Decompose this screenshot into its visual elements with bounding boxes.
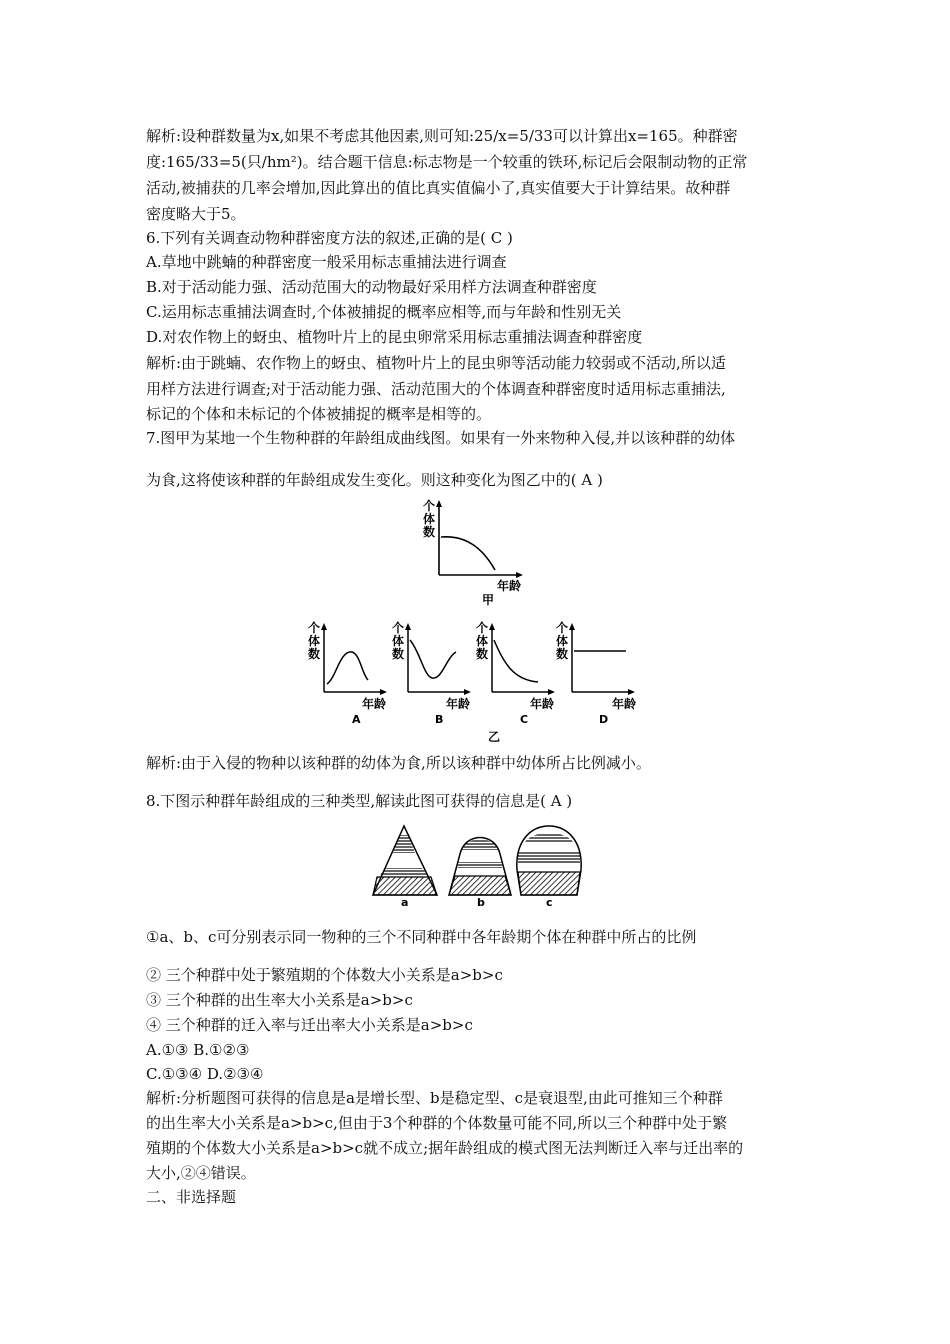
svg-text:个: 个 — [392, 621, 405, 635]
svg-text:数: 数 — [556, 647, 569, 661]
svg-text:b: b — [477, 896, 485, 909]
svg-text:体: 体 — [476, 634, 489, 648]
jia-ylabel: 数 — [423, 525, 436, 539]
svg-text:体: 体 — [392, 634, 405, 648]
analysis-line: 的出生率大小关系是a>b>c,但由于3个种群的个体数量可能不同,所以三个种群中处于繁 — [146, 1114, 728, 1132]
analysis-line: 解析:由于入侵的物种以该种群的幼体为食,所以该种群中幼体所占比例减小。 — [146, 754, 651, 772]
svg-text:数: 数 — [476, 647, 489, 661]
jia-curve — [441, 537, 495, 570]
svg-text:数: 数 — [392, 647, 405, 661]
options-ab: A.①③ B.①②③ — [146, 1041, 250, 1059]
analysis-line: 解析:由于跳蝻、农作物上的蚜虫、植物叶片上的昆虫卵等活动能力较弱或不活动,所以适 — [146, 354, 726, 372]
statement-2: ② 三个种群中处于繁殖期的个体数大小关系是a>b>c — [146, 966, 503, 984]
svg-text:个: 个 — [308, 621, 321, 635]
svg-text:年龄: 年龄 — [530, 697, 555, 711]
question-7-stem: 为食,这将使该种群的年龄组成发生变化。则这种变化为图乙中的( A ) — [146, 471, 603, 489]
svg-text:体: 体 — [556, 634, 569, 648]
svg-text:D: D — [599, 713, 609, 726]
analysis-line: 大小,②④错误。 — [146, 1164, 256, 1182]
svg-text:A: A — [352, 713, 361, 726]
question-8-stem: 8.下图示种群年龄组成的三种类型,解读此图可获得的信息是( A ) — [146, 792, 573, 810]
svg-text:B: B — [435, 713, 444, 726]
svg-text:年龄: 年龄 — [362, 697, 387, 711]
figure-age-pyramids — [365, 822, 595, 910]
analysis-line: 活动,被捕获的几率会增加,因此算出的值比真实值偏小了,真实值要大于计算结果。故种群 — [146, 179, 731, 197]
statement-3: ③ 三个种群的出生率大小关系是a>b>c — [146, 991, 413, 1009]
figure-jia — [400, 497, 530, 609]
figure-yi — [300, 620, 650, 745]
svg-text:个: 个 — [476, 621, 489, 635]
analysis-line: 标记的个体和未标记的个体被捕捉的概率是相等的。 — [146, 405, 492, 423]
analysis-line: 用样方法进行调查;对于活动能力强、活动范围大的个体调查种群密度时适用标志重捕法, — [146, 380, 726, 398]
option-c: C.运用标志重捕法调查时,个体被捕捉的概率应相等,而与年龄和性别无关 — [146, 303, 622, 321]
yi-caption: 乙 — [488, 730, 501, 744]
analysis-line: 度:165/33=5(只/hm²)。结合题干信息:标志物是一个较重的铁环,标记后会限制动物的正常 — [146, 153, 748, 171]
svg-text:个: 个 — [556, 621, 569, 635]
option-b: B.对于活动能力强、活动范围大的动物最好采用样方法调查种群密度 — [146, 278, 597, 296]
svg-text:年龄: 年龄 — [446, 697, 471, 711]
yi-panel-b — [392, 620, 471, 726]
yi-panel-d — [556, 620, 636, 726]
yi-panel-a — [308, 620, 387, 726]
option-d: D.对农作物上的蚜虫、植物叶片上的昆虫卵常采用标志重捕法调查种群密度 — [146, 328, 643, 346]
svg-text:体: 体 — [308, 634, 321, 648]
question-7-stem: 7.图甲为某地一个生物种群的年龄组成曲线图。如果有一外来物种入侵,并以该种群的幼体 — [146, 429, 736, 447]
svg-text:数: 数 — [308, 647, 321, 661]
section-heading: 二、非选择题 — [146, 1188, 237, 1206]
jia-ylabel: 个 — [423, 499, 436, 513]
pyramid-c — [517, 826, 581, 909]
jia-caption: 甲 — [482, 593, 495, 607]
svg-text:C: C — [520, 713, 529, 726]
statement-4: ④ 三个种群的迁入率与迁出率大小关系是a>b>c — [146, 1016, 473, 1034]
svg-text:a: a — [401, 896, 409, 909]
jia-xlabel: 年龄 — [497, 579, 522, 593]
option-a: A.草地中跳蝻的种群密度一般采用标志重捕法进行调查 — [146, 253, 507, 271]
analysis-line: 解析:分析题图可获得的信息是a是增长型、b是稳定型、c是衰退型,由此可推知三个种群 — [146, 1089, 723, 1107]
svg-text:c: c — [546, 896, 553, 909]
analysis-line: 殖期的个体数大小关系是a>b>c就不成立;据年龄组成的模式图无法判断迁入率与迁出率的 — [146, 1139, 744, 1157]
svg-text:年龄: 年龄 — [612, 697, 637, 711]
statement-1: ①a、b、c可分别表示同一物种的三个不同种群中各年龄期个体在种群中所占的比例 — [146, 928, 697, 946]
options-cd: C.①③④ D.②③④ — [146, 1065, 264, 1083]
analysis-line: 解析:设种群数量为x,如果不考虑其他因素,则可知:25/x=5/33可以计算出x=165。种群密 — [146, 127, 738, 145]
pyramid-a — [373, 826, 437, 909]
pyramid-b — [449, 838, 511, 910]
question-6-stem: 6.下列有关调查动物种群密度方法的叙述,正确的是( C ) — [146, 229, 513, 247]
yi-panel-c — [476, 620, 555, 726]
jia-ylabel: 体 — [423, 512, 436, 526]
analysis-line: 密度略大于5。 — [146, 205, 246, 223]
